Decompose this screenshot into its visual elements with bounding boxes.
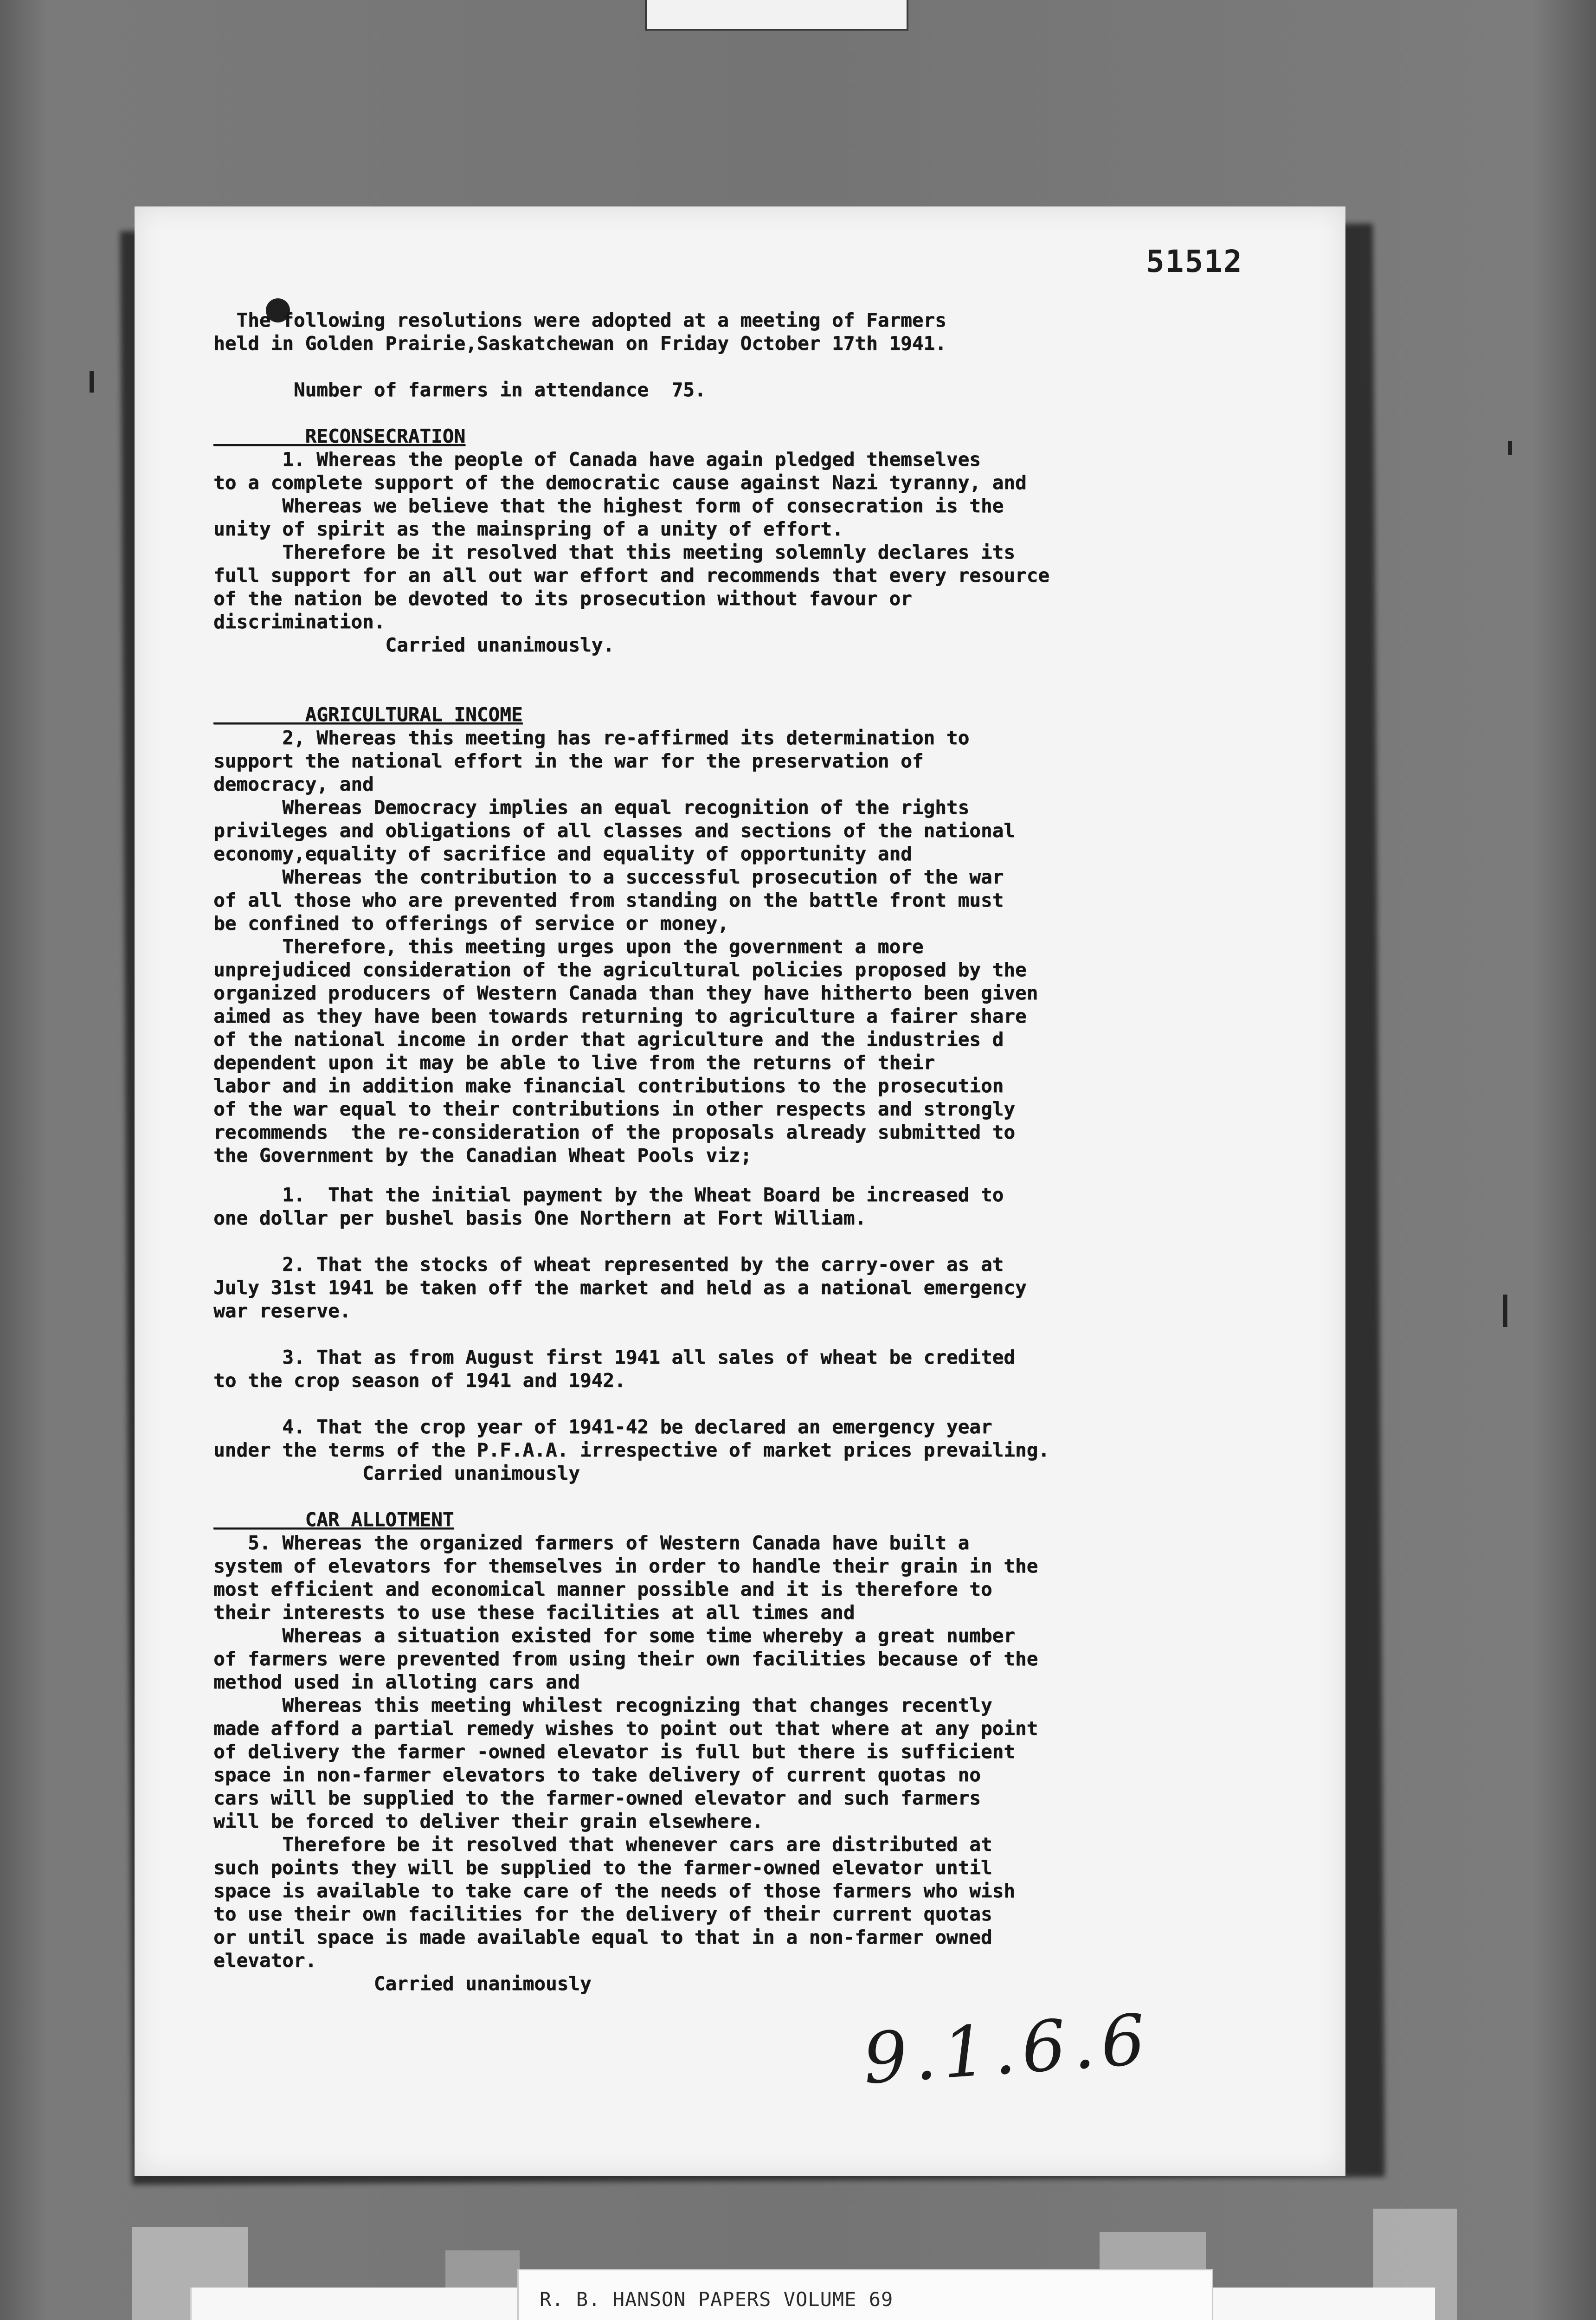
document-line: space in non-farmer elevators to take delivery of current quotas no <box>213 1764 981 1786</box>
document-line: method used in alloting cars and <box>213 1671 580 1693</box>
document-line: elevator. <box>213 1949 317 1972</box>
top-paper-tab <box>645 0 908 31</box>
document-line: recommends the re-consideration of the proposals already submitted to <box>213 1121 1015 1143</box>
document-line: of the nation be devoted to its prosecution without favour or <box>213 587 912 610</box>
document-line: cars will be supplied to the farmer-owned elevator and such farmers <box>213 1787 981 1809</box>
document-line: dependent upon it may be able to live from the returns of their <box>213 1051 935 1074</box>
document-line: aimed as they have been towards returning to agriculture a fairer share <box>213 1005 1027 1027</box>
document-line: war reserve. <box>213 1300 351 1322</box>
document-line: Whereas we believe that the highest form of consecration is the <box>213 495 1004 517</box>
document-line: Whereas the contribution to a successful prosecution of the war <box>213 866 1004 888</box>
document-line: Whereas a situation existed for some time whereby a great number <box>213 1624 1015 1647</box>
document-line: to a complete support of the democratic cause against Nazi tyranny, and <box>213 471 1027 494</box>
document-line: of delivery the farmer -owned elevator is full but there is sufficient <box>213 1740 1015 1763</box>
document-line: of farmers were prevented from using their own facilities because of the <box>213 1648 1038 1670</box>
document-line: of all those who are prevented from standing on the battle front must <box>213 889 1004 911</box>
section-heading: CAR ALLOTMENT <box>213 1508 454 1531</box>
page-number: 51512 <box>1146 244 1243 279</box>
document-line: to the crop season of 1941 and 1942. <box>213 1369 626 1392</box>
document-line: made afford a partial remedy wishes to point out that where at any point <box>213 1717 1038 1740</box>
scan-mark <box>1508 441 1512 455</box>
document-line: The following resolutions were adopted at a meeting of Farmers <box>213 309 946 331</box>
document-line: Whereas this meeting whilest recognizing that changes recently <box>213 1694 992 1716</box>
document-line: Carried unanimously <box>213 1972 592 1995</box>
document-line: of the war equal to their contributions in other respects and strongly <box>213 1098 1015 1120</box>
document-line: Carried unanimously. <box>213 634 614 656</box>
document-line: held in Golden Prairie,Saskatchewan on Friday October 17th 1941. <box>213 332 946 354</box>
handwritten-annotation: 9.1.6.6 <box>860 1999 1155 2100</box>
document-line: 3. That as from August first 1941 all sales of wheat be credited <box>213 1346 1015 1368</box>
document-line: one dollar per bushel basis One Northern at Fort William. <box>213 1207 866 1229</box>
document-line: July 31st 1941 be taken off the market and held as a national emergency <box>213 1276 1027 1299</box>
document-line: most efficient and economical manner possible and it is therefore to <box>213 1578 992 1600</box>
document-line: support the national effort in the war for the preservation of <box>213 750 924 772</box>
document-line: their interests to use these facilities at all times and <box>213 1601 855 1624</box>
document-line: Therefore, this meeting urges upon the government a more <box>213 935 924 958</box>
document-line: 2, Whereas this meeting has re-affirmed its determination to <box>213 727 970 749</box>
document-line: under the terms of the P.F.A.A. irrespective of market prices prevailing. <box>213 1439 1049 1461</box>
document-line: such points they will be supplied to the farmer-owned elevator until <box>213 1856 992 1879</box>
document-line: be confined to offerings of service or money, <box>213 912 729 934</box>
scan-mark <box>1503 1295 1507 1327</box>
document-line: Number of farmers in attendance 75. <box>213 379 706 401</box>
document-line: Therefore be it resolved that whenever cars are distributed at <box>213 1833 992 1856</box>
document-line: Carried unanimously <box>213 1462 580 1484</box>
document-line: 2. That the stocks of wheat represented by the carry-over as at <box>213 1253 1004 1276</box>
document-line: space is available to take care of the needs of those farmers who wish <box>213 1880 1015 1902</box>
resolution-text-rest <box>213 1183 1049 1995</box>
section-heading: AGRICULTURAL INCOME <box>213 703 523 726</box>
document-line: 1. That the initial payment by the Wheat Board be increased to <box>213 1184 1004 1206</box>
resolution-text-intro <box>213 309 1049 1167</box>
binder-clip-top <box>445 2250 520 2292</box>
document-line: 4. That the crop year of 1941-42 be declared an emergency year <box>213 1416 992 1438</box>
document-line: to use their own facilities for the delivery of their current quotas <box>213 1903 992 1925</box>
document-line: 5. Whereas the organized farmers of Western Canada have built a <box>213 1532 970 1554</box>
document-line: Whereas Democracy implies an equal recognition of the rights <box>213 796 970 818</box>
document-line: economy,equality of sacrifice and equality of opportunity and <box>213 843 912 865</box>
document-line: privileges and obligations of all classes and sections of the national <box>213 819 1015 842</box>
document-line: unity of spirit as the mainspring of a unity of effort. <box>213 518 843 540</box>
document-line: labor and in addition make financial contributions to the prosecution <box>213 1075 1004 1097</box>
document-line: unprejudiced consideration of the agricultural policies proposed by the <box>213 959 1027 981</box>
document-line: Therefore be it resolved that this meeting solemnly declares its <box>213 541 1015 563</box>
document-line: discrimination. <box>213 611 386 633</box>
document-line: full support for an all out war effort and recommends that every resource <box>213 564 1049 586</box>
volume-label: R. B. HANSON PAPERS VOLUME 69 <box>517 2269 1213 2320</box>
document-line: or until space is made available equal to that in a non-farmer owned <box>213 1926 992 1948</box>
scan-mark <box>90 371 94 393</box>
section-heading: RECONSECRATION <box>213 425 466 447</box>
document-line: will be forced to deliver their grain elsewhere. <box>213 1810 763 1832</box>
document-line: the Government by the Canadian Wheat Pools viz; <box>213 1144 752 1166</box>
document-line: system of elevators for themselves in order to handle their grain in the <box>213 1555 1038 1577</box>
document-line: organized producers of Western Canada than they have hitherto been given <box>213 982 1038 1004</box>
document-line: of the national income in order that agriculture and the industries d <box>213 1028 1004 1050</box>
document-line: 1. Whereas the people of Canada have again pledged themselves <box>213 448 981 470</box>
document-line: democracy, and <box>213 773 374 795</box>
